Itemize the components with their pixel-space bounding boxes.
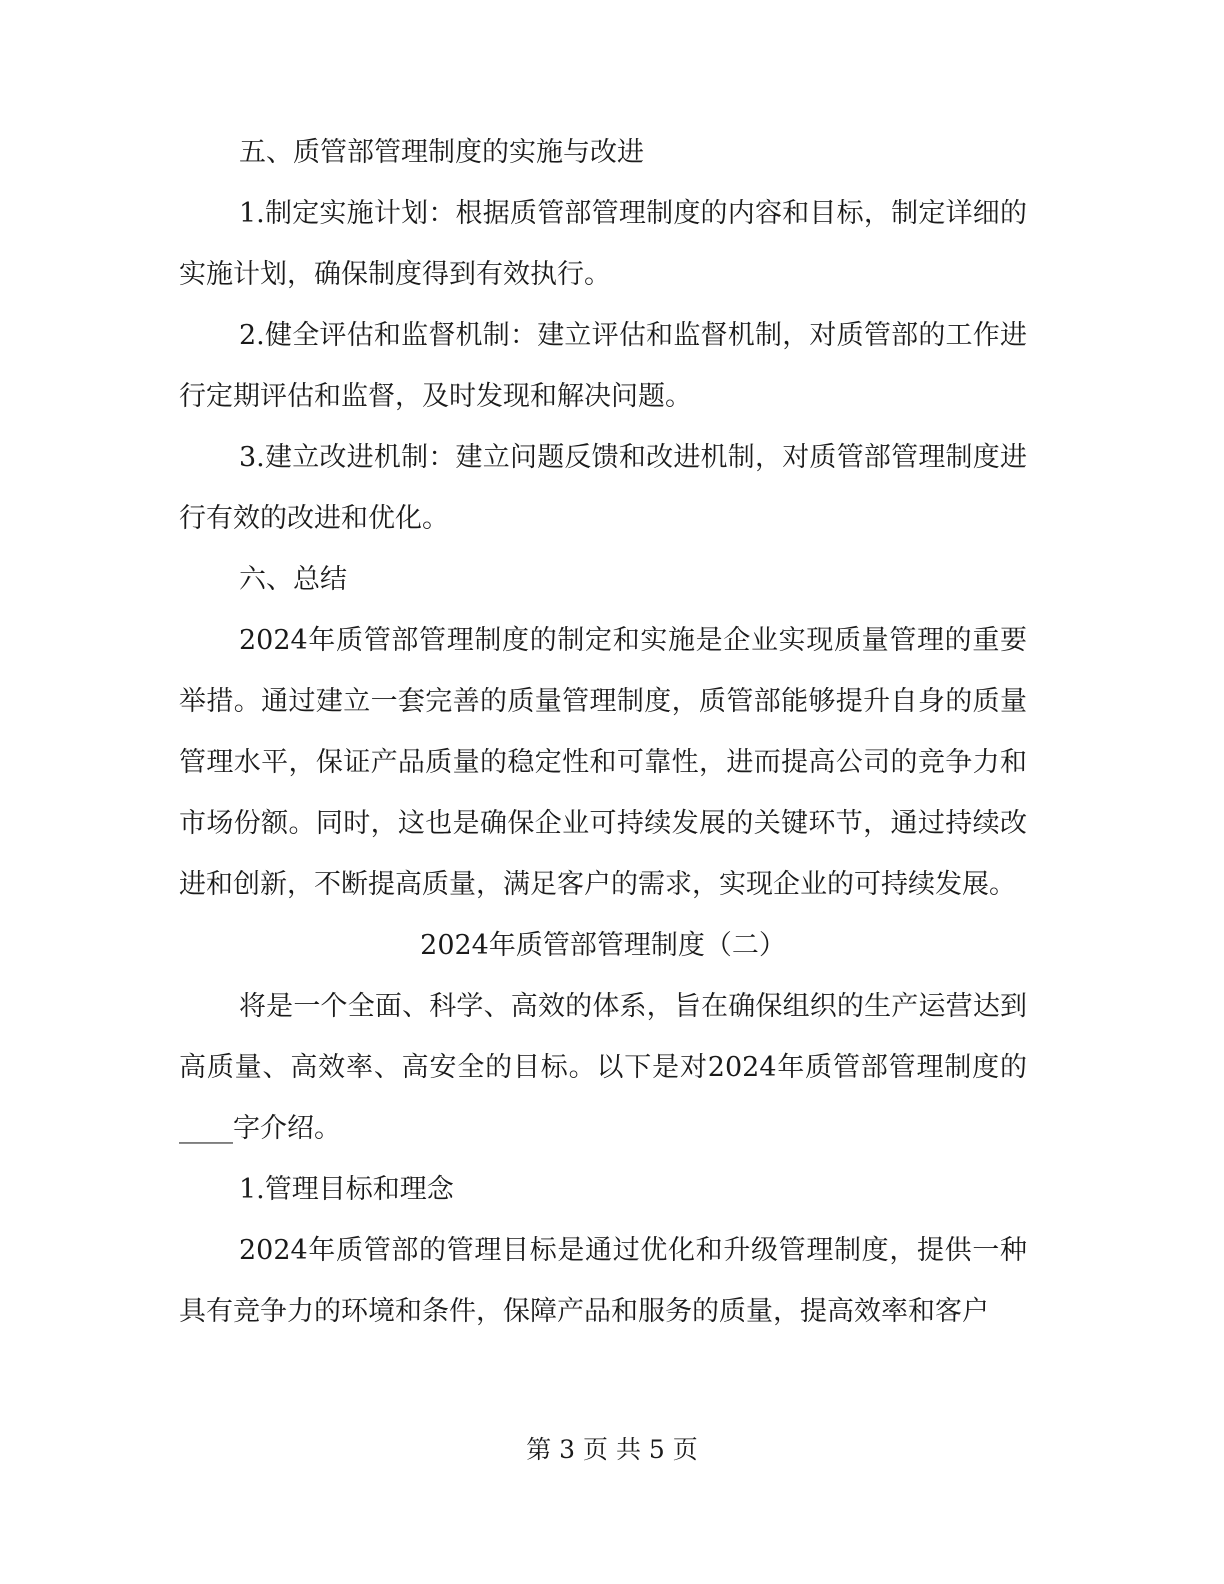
section-heading-goals: 1.管理目标和理念	[239, 1174, 454, 1205]
paragraph-summary: 2024年质管部管理制度的制定和实施是企业实现质量管理的重要举措。通过建立一套完善的质量管理制度，质管部能够提升自身的质量管理水平，保证产品质量的稳定性和可靠性，进而提高公司的竞争力和市场份额。同时，这也是确保企业可持续发展的关键环节，通过持续改进和创新，不断提高质量，满足客户的需求，实现企业的可持续发展。	[179, 625, 1027, 900]
document-body	[179, 122, 1027, 1342]
paragraph-goals: 2024年质管部的管理目标是通过优化和升级管理制度，提供一种具有竞争力的环境和条件，保障产品和服务的质量，提高效率和客户	[179, 1235, 1027, 1327]
document-subtitle: 2024年质管部管理制度（二）	[420, 930, 786, 961]
paragraph-intro: 将是一个全面、科学、高效的体系，旨在确保组织的生产运营达到高质量、高效率、高安全的目标。以下是对2024年质管部管理制度的____字介绍。	[179, 991, 1027, 1144]
paragraph-improvement-mechanism: 3.建立改进机制：建立问题反馈和改进机制，对质管部管理制度进行有效的改进和优化。	[179, 442, 1027, 534]
section-heading-implementation: 五、质管部管理制度的实施与改进	[239, 137, 644, 168]
paragraph-evaluation-mechanism: 2.健全评估和监督机制：建立评估和监督机制，对质管部的工作进行定期评估和监督，及时发现和解决问题。	[179, 320, 1027, 412]
page-number-footer: 第 3 页 共 5 页	[526, 1435, 698, 1464]
paragraph-implementation-plan: 1.制定实施计划：根据质管部管理制度的内容和目标，制定详细的实施计划，确保制度得到有效执行。	[179, 198, 1027, 290]
section-heading-summary: 六、总结	[239, 564, 347, 595]
